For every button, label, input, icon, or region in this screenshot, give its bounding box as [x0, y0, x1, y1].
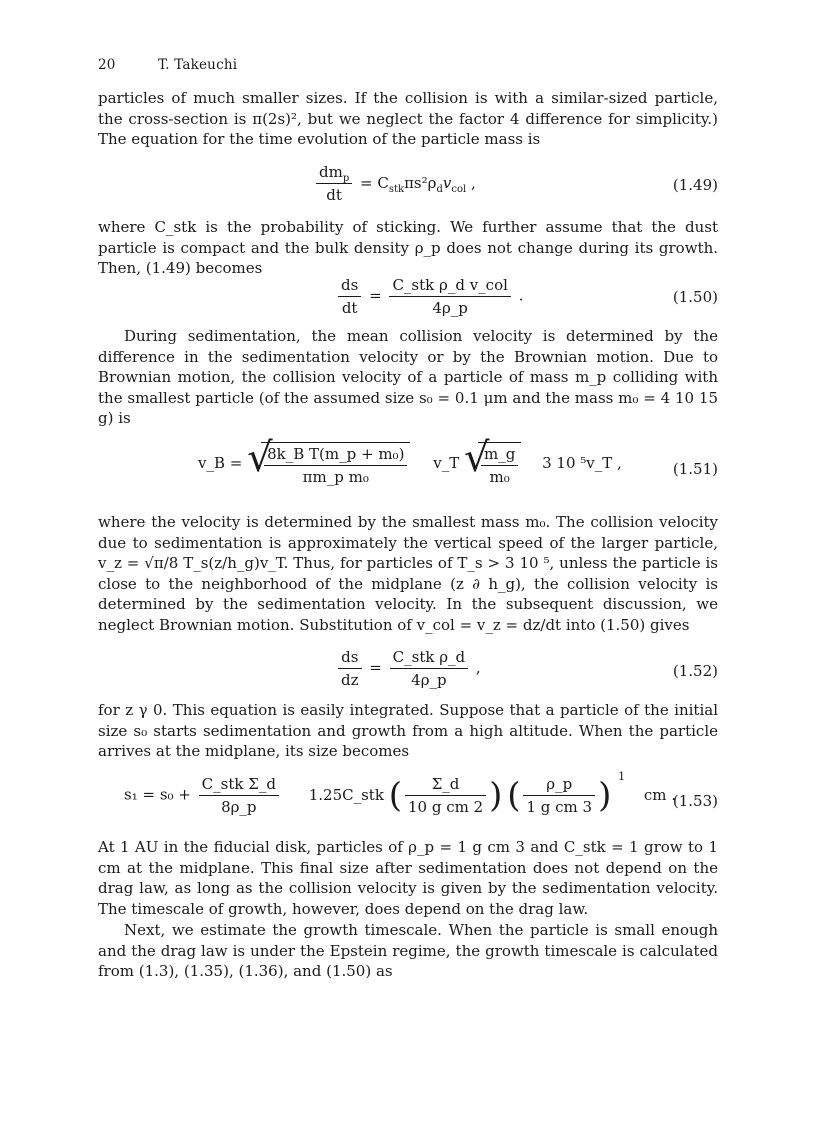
- paragraph-4: [98, 512, 718, 636]
- eq150-rhs-den: 4ρ_p: [432, 299, 468, 317]
- eq149-rhs: [360, 173, 476, 195]
- eq149-rhs-eq: = C: [360, 173, 389, 192]
- paragraph-4-text: where the velocity is determined by the smallest mass m₀. The collision velocity due to sedimentation is approximately the vertical speed of the larger particle, v_z = √π/8 T_s(z/h_g)v_T. Thus, for particles of T_s > 3 10 ⁵, unless the particle is close to the neighborhood of the midplane (z ∂ h_g), the collision velocity is determined by the sedimentation velocity. In the subsequent discussion, we neglect Brownian motion. Substitution of v_col = v_z = dz/dt into (1.50) gives: [98, 513, 718, 634]
- eq153-exp: 1: [618, 769, 626, 783]
- eq153-f3-num: ρ_p: [523, 775, 595, 796]
- equation-1-50: $\frac{ds}{dt}$ = $\frac{\text{C\_stk ρ\_d v\_col}}{4\rho\_p}$ . (1.50): [98, 276, 718, 322]
- running-author: T. Takeuchi: [158, 57, 238, 73]
- eq153-f3-den: 1 g cm 3: [526, 798, 593, 816]
- eq149-label: (1.49): [672, 176, 718, 194]
- eq150-rhs-num: C_stk ρ_d v_col: [389, 276, 510, 297]
- equation-1-49: [98, 163, 718, 209]
- eq153-lhs: s₁ = s₀ +: [124, 785, 191, 804]
- eq151-sqrt2-den: m₀: [489, 468, 510, 486]
- eq150-lhs-num: ds: [338, 276, 361, 297]
- paragraph-6-text: At 1 AU in the fiducial disk, particles of ρ_p = 1 g cm 3 and C_stk = 1 grow to 1 cm at the midplane. This final size after sedimentation does not depend on the drag law, as long as the collision velocity is given by the sedimentation velocity. The timescale of growth, however, does depend on the drag law.: [98, 838, 718, 918]
- paragraph-5: [98, 700, 718, 762]
- eq149-lhs-den: dt: [326, 186, 342, 204]
- page-number: 20: [98, 57, 116, 73]
- paragraph-2: [98, 217, 718, 279]
- eq149-lhs-num: dm: [319, 163, 343, 181]
- eq153-f2-den: 10 g cm 2: [407, 798, 484, 816]
- eq153-label: (1.53): [672, 792, 718, 810]
- paragraph-3: [98, 326, 718, 429]
- eq153-f1: [199, 775, 279, 816]
- eq152-rhs-num: C_stk ρ_d: [390, 648, 468, 669]
- eq153-mid: 1.25C_stk: [308, 785, 384, 804]
- eq153-f1-num: C_stk Σ_d: [199, 775, 279, 796]
- eq149-rhs-sub2: d: [436, 183, 443, 195]
- eq153-f2: [405, 775, 486, 816]
- eq149-lhs: [316, 163, 352, 204]
- eq149-rhs-sub: stk: [388, 183, 405, 195]
- eq152-tail: ,: [475, 658, 481, 677]
- equation-1-52: $\frac{ds}{dz}$ = $\frac{\text{C\_stk ρ\_d}}{4\rho\_p}$ , (1.52): [98, 648, 718, 694]
- running-head: [98, 57, 237, 73]
- eq150-label: (1.50): [672, 288, 718, 306]
- eq152-rhs-den: 4ρ_p: [411, 671, 447, 689]
- eq151-sqrt-num: 8k_B T(m_p + m₀): [264, 445, 407, 466]
- eq151-sqrt2: √ $\frac{m\_g}{\text{m₀}}$: [464, 442, 521, 486]
- eq151-label: (1.51): [672, 460, 718, 478]
- eq152-lhs-den: dz: [341, 671, 359, 689]
- paragraph-7: [98, 920, 718, 982]
- eq153-unit: cm .: [643, 785, 677, 804]
- eq150-tail: .: [518, 286, 524, 305]
- eq152-lhs: [338, 648, 362, 689]
- paragraph-1: [98, 88, 718, 150]
- eq150-lhs-den: dt: [341, 299, 358, 317]
- eq149-rhs-v: v: [442, 173, 452, 192]
- eq150-rhs: [389, 276, 510, 317]
- equation-1-53: s₁ = s₀ + $\frac{\text{C\_stk Σ\_d}}{8\rho\_p}$ 1.25C_stk ( $\frac{\Sigma\_d}{\text{10 g cm 2}}$ ) ( $\frac{\rho\_p}{\text{1 g cm 3}}$ ) $^1$ cm . (1.53): [124, 769, 718, 816]
- eq151-sqrt2-num: m_g: [481, 445, 518, 466]
- eq149-rhs-sub3: col: [451, 183, 467, 195]
- eq153-f2-num: Σ_d: [405, 775, 486, 796]
- paragraph-5-text: for z γ 0. This equation is easily integrated. Suppose that a particle of the initial size s₀ starts sedimentation and growth from a high altitude. When the particle arrives at the midplane, its size becomes: [98, 701, 718, 761]
- eq151-mid: v_T: [433, 454, 460, 472]
- eq151-right: 3 10 ⁵v_T ,: [542, 454, 622, 472]
- eq151-sqrt1: √ $\frac{\text{8k\_B T(m\_p + m₀)}}{\text{πm\_p m₀}}$: [247, 442, 410, 486]
- eq153-f1-den: 8ρ_p: [221, 798, 257, 816]
- eq152-rhs: [390, 648, 468, 689]
- eq152-label: (1.52): [672, 662, 718, 680]
- paragraph-6: [98, 837, 718, 919]
- eq149-rhs-rest: πs²ρ: [404, 173, 437, 192]
- eq151-lhs: v_B =: [198, 454, 243, 472]
- equation-1-51: [98, 435, 718, 496]
- eq152-lhs-num: ds: [338, 648, 362, 669]
- paragraph-1-text: particles of much smaller sizes. If the collision is with a similar-sized particle, the cross-section is π(2s)², but we neglect the factor 4 difference for simplicity.) The equation for the time evolution of the particle mass is: [98, 89, 718, 149]
- eq149-lhs-num-sub: p: [342, 173, 350, 184]
- eq150-lhs: [338, 276, 361, 317]
- eq153-f3: [523, 775, 595, 816]
- eq149-tail: ,: [466, 173, 476, 192]
- paragraph-2-text: where C_stk is the probability of sticking. We further assume that the dust particle is compact and the bulk density ρ_p does not change during its growth. Then, (1.49) becomes: [98, 218, 718, 278]
- paragraph-7-text: Next, we estimate the growth timescale. When the particle is small enough and the drag law is under the Epstein regime, the growth timescale is calculated from (1.3), (1.35), (1.36), and (1.50) as: [98, 921, 718, 981]
- eq151-sqrt-den: πm_p m₀: [302, 468, 369, 486]
- paragraph-3-text: During sedimentation, the mean collision velocity is determined by the difference in the sedimentation velocity or by the Brownian motion. Due to Brownian motion, the collision velocity of a particle of mass m_p colliding with the smallest particle (of the assumed size s₀ = 0.1 μm and the mass m₀ = 4 10 15 g) is: [98, 327, 718, 428]
